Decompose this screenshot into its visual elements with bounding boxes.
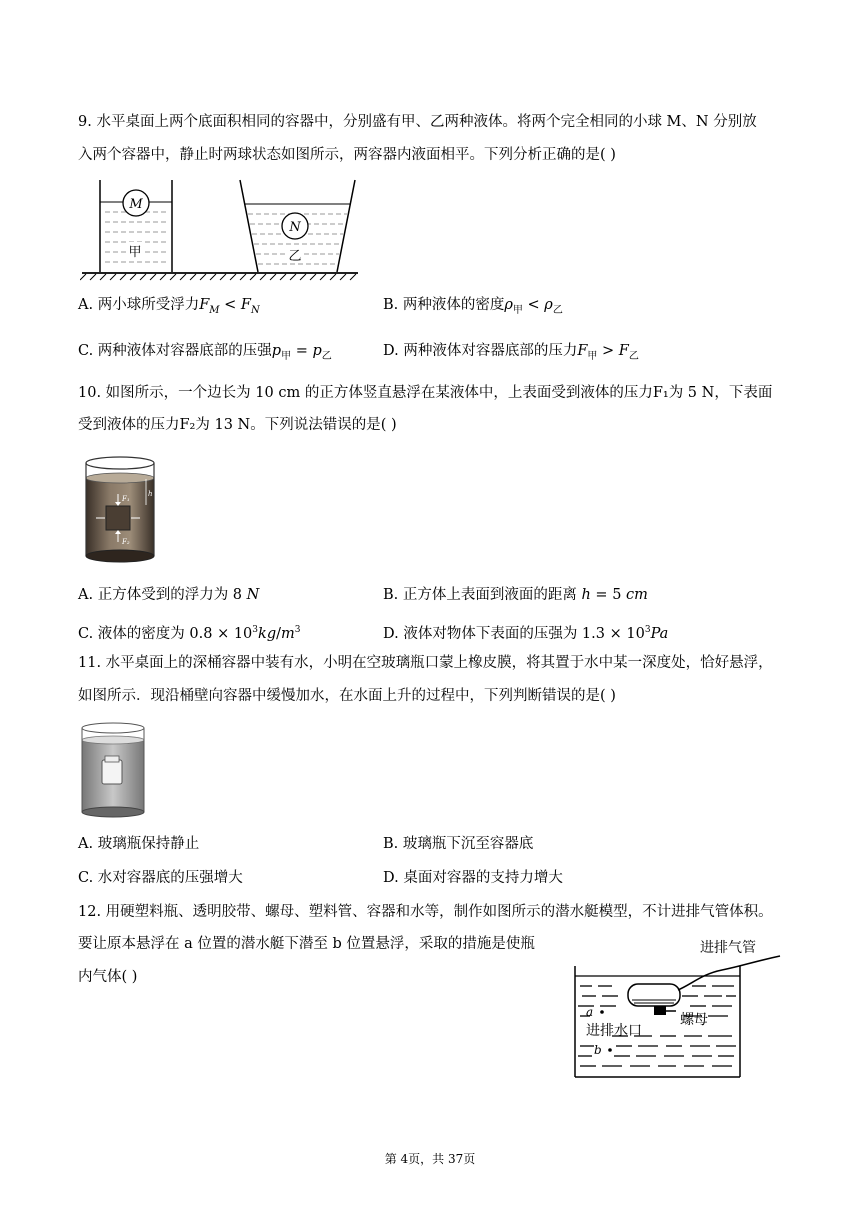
liquid-jia-label: 甲 [128, 245, 142, 260]
q11-option-c[interactable]: C. 水对容器底的压强增大 [78, 870, 243, 886]
q9-figure [80, 176, 360, 282]
q12-stem-line1: 12. 用硬塑料瓶、透明胶带、螺母、塑料管、容器和水等，制作如图所示的潜水艇模型，不计进排气管体积。 [78, 904, 773, 920]
position-b-label: b [594, 1043, 602, 1057]
q12-figure [572, 932, 784, 1080]
q9-option-d[interactable]: D. 两种液体对容器底部的压力$F_甲 > F_乙$ [383, 343, 639, 362]
q11-figure [78, 720, 148, 820]
q12-stem-line2: 要让原本悬浮在 a 位置的潜水艇下潜至 b 位置悬浮，采取的措施是使瓶 [78, 936, 535, 952]
q9-option-a[interactable]: A. 两小球所受浮力$F_M < F_N$ [78, 297, 260, 316]
q10-stem-line1: 10. 如图所示，一个边长为 10 cm 的正方体竖直悬浮在某液体中，上表面受到液体的压力F₁为 5 N，下表面 [78, 385, 773, 401]
f2-label: F₂ [122, 538, 130, 546]
f1-label: F₁ [122, 495, 130, 503]
position-a-label: a [586, 1005, 594, 1019]
q9-option-c[interactable]: C. 两种液体对容器底部的压强$p_甲 = p_乙$ [78, 343, 332, 362]
cube [106, 506, 130, 530]
glass-bottle [102, 760, 122, 784]
page-footer: 第 4页，共 37页 [384, 1152, 476, 1166]
q9-option-b[interactable]: B. 两种液体的密度$\rho_甲 < \rho_乙$ [383, 297, 563, 316]
q12-stem-line3: 内气体( ) [78, 969, 138, 985]
ball-m-label: M [129, 197, 143, 212]
ball-n-label: N [289, 220, 301, 235]
q10-option-a[interactable]: A. 正方体受到的浮力为 8 N [78, 587, 260, 603]
h-label: h [148, 490, 153, 498]
q10-option-c[interactable]: C. 液体的密度为 $0.8 \times 10^3kg/m^3$ [78, 625, 301, 642]
q10-option-d[interactable]: D. 液体对物体下表面的压强为 $1.3 \times 10^3Pa$ [383, 625, 669, 642]
q10-figure [80, 454, 160, 566]
q11-stem-line1: 11. 水平桌面上的深桶容器中装有水，小明在空玻璃瓶口蒙上橡皮膜，将其置于水中某一深度处，恰好悬浮， [78, 655, 773, 671]
q11-option-d[interactable]: D. 桌面对容器的支持力增大 [383, 870, 563, 886]
liquid-yi-label: 乙 [288, 249, 302, 264]
air-tube-label: 进排气管 [700, 940, 756, 956]
q11-option-b[interactable]: B. 玻璃瓶下沉至容器底 [383, 836, 534, 852]
q11-stem-line2: 如图所示．现沿桶壁向容器中缓慢加水，在水面上升的过程中，下列判断错误的是( ) [78, 688, 616, 704]
q10-option-b[interactable]: B. 正方体上表面到液面的距离 h = 5 cm [383, 587, 648, 603]
q11-option-a[interactable]: A. 玻璃瓶保持静止 [78, 836, 200, 852]
water-port-label: 进排水口 [586, 1023, 642, 1039]
q9-stem-line2: 入两个容器中，静止时两球状态如图所示，两容器内液面相平。下列分析正确的是( ) [78, 147, 616, 163]
nut-label: 螺母 [680, 1012, 708, 1028]
q9-stem-line1: 9. 水平桌面上两个底面积相同的容器中，分别盛有甲、乙两种液体。将两个完全相同的小球 M、N 分别放 [78, 114, 757, 130]
nut [654, 1006, 666, 1015]
q10-stem-line2: 受到液体的压力F₂为 13 N。下列说法错误的是( ) [78, 417, 397, 433]
